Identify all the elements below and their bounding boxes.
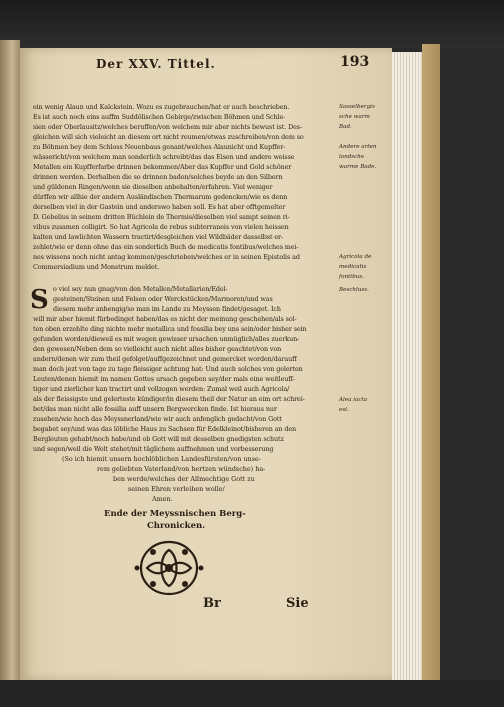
body-line: man doch jezt von tage zu tage fleissiger achtung hat: Und auch solches von gelerten bbox=[33, 365, 303, 373]
body-line: kalten und lawlichten Wassern tractirt/desgleichen viel Wildbäder dasselbst er- bbox=[33, 233, 284, 241]
margin-note: Alea iacta bbox=[339, 397, 368, 403]
margin-note: Beschluss. bbox=[339, 287, 369, 293]
margin-note: sche warm bbox=[339, 114, 370, 120]
body-line: derselben viel in der Gastein und anderswo haben soll. Es hat aber offtgemelter bbox=[33, 203, 286, 211]
body-line: gesteinen/Steinen und Felsen oder Werckstücken/Marmoren/und was bbox=[53, 295, 273, 303]
body-line: Leuten/denen hiemit im namen Gottes ursach gegeben sey/der mals eine weitleuff- bbox=[33, 375, 295, 383]
page-edges bbox=[392, 52, 422, 684]
margin-note: warme Bade. bbox=[339, 164, 377, 170]
closing-line: Amen. bbox=[152, 495, 173, 503]
body-line: Bergleuten gehabt/noch habe/und ob Gott will mit desselben gnedigsten schutz bbox=[33, 435, 284, 443]
body-line: diesem mehr anhengig/so man im Lande zu Meyssen findet/gesaget. Ich bbox=[53, 305, 281, 313]
margin-note: fontibus. bbox=[339, 274, 364, 280]
book-cover-edge bbox=[422, 44, 440, 684]
closing-line: ben werde/welches der Allmechtige Gott zu bbox=[113, 475, 255, 483]
running-header: Der XXV. Tittel. bbox=[96, 57, 216, 71]
margin-note: Andere arten bbox=[339, 144, 377, 150]
body-line: andern/denen wir zum theil gefolget/auffgezeichnet und gemercket worden/darauff bbox=[33, 355, 297, 363]
body-line: tiger und zierlicher kan tractirt und vollzogen werden: Zumal weil auch Agricola/ bbox=[33, 385, 290, 393]
body-line: D. Gebelius in seinem dritten Büchlein de Thermis/dieselben viel sampt seinen ri- bbox=[33, 213, 290, 221]
body-line: gleichen will sich vieleicht an diesem ort nicht reumen/etwas zuschreiben/von dem so bbox=[33, 133, 304, 141]
margin-note: Bad. bbox=[339, 124, 352, 130]
body-line: begabet sey/und was das löbliche Haus zu Sachsen für Edelkleinot/bisheren an den bbox=[33, 425, 297, 433]
left-page-edge bbox=[0, 40, 20, 680]
body-line: vibus zusamen colligirt. So hat Agricola de rebus subterraneis von vielen heissen bbox=[33, 223, 289, 231]
body-line: dürffen wir allhie der andern Ausländischen Thermarum gedencken/wie es denn bbox=[33, 193, 288, 201]
body-line: und güldenen Ringen/wenn sie dieselben anbehalten/erfahren. Viel weniger bbox=[33, 183, 273, 191]
body-line: wässericht/von welchem man sonderlich schreibt/das das Eisen und andere weisse bbox=[33, 153, 295, 161]
catchword-right: Sie bbox=[286, 596, 309, 611]
margin-note: landsche bbox=[339, 154, 365, 160]
body-line: und segen/weil die Welt stehet/mit täglichem auffnehmen und vorbesserung bbox=[33, 445, 274, 453]
page-number: 193 bbox=[340, 54, 370, 70]
body-line: will mir aber hiemit fürbedinget haben/das es nicht der meinung geschehen/als sol- bbox=[33, 315, 297, 323]
body-line: drinnen werden. Derhalben die so drinnen baden/solches beyde an den Silbern bbox=[33, 173, 283, 181]
margin-note: Sasselbergis bbox=[339, 104, 375, 110]
drop-initial: S bbox=[30, 285, 49, 315]
body-line: bet/das man nicht alle fossilia auff unsern Bergwercken finde. Ist hieraus nur bbox=[33, 405, 277, 413]
body-line: Commersiadium und Monstrum meldet. bbox=[33, 263, 160, 271]
body-line: zu Böhmen bey dem Schloss Neuenbaus genant/welches Alaunicht und Kupffer- bbox=[33, 143, 286, 151]
catchword-left: Br bbox=[203, 596, 221, 611]
body-line: als der fleissigste und gelerteste kündiger/in diesem theil der Natur an eim ort schrei- bbox=[33, 395, 305, 403]
body-line: nes wissens noch nicht antag kommen/geschrieben/welches er in seinen Epistolis ad bbox=[33, 253, 300, 261]
closing-line: (So ich hiemit unsern hochlöblichen Landesfürsten/von unse- bbox=[62, 455, 261, 463]
body-line: o viel sey nun gnug/von den Metallen/Metallarien/Edel- bbox=[53, 285, 228, 293]
background-top bbox=[0, 0, 504, 48]
end-title-line-1: Ende der Meyssnischen Berg- bbox=[104, 509, 246, 519]
body-line: zehlet/wie er denn ohne das ein sonderlich Buch de medicatis fontibus/welches mei- bbox=[33, 243, 299, 251]
margin-note: medicatis bbox=[339, 264, 367, 270]
margin-note: Agricola de bbox=[339, 254, 372, 260]
body-line: zusehen/wie hoch das Meyssnerland/wie wir auch anfenglich gedacht/von Gott bbox=[33, 415, 282, 423]
body-line: den gewesen/Neben dem so vielleicht auch nicht alles bisher geachtet/von von bbox=[33, 345, 282, 353]
body-line: ein wenig Alaun und Kalckstein. Wozu es zugebrauchen/hat er auch beschrieben. bbox=[33, 103, 290, 111]
body-line: Es ist auch noch eins auffm Suddölischen Gebirge/zwischen Böhmen und Schle- bbox=[33, 113, 286, 121]
end-title-line-2: Chronicken. bbox=[147, 521, 206, 531]
background-bottom bbox=[0, 680, 504, 707]
closing-line: seinen Ehren verleihen wolle/ bbox=[128, 485, 225, 493]
body-line: gefunden worden/dieweil es mit wegen gewisser ursachen unmüglich/alles zuerkun- bbox=[33, 335, 300, 343]
body-line: Metallen ein Kupfferfarbe drinnen bekommen/Aber das Kupffer und Gold schöner bbox=[33, 163, 292, 171]
floral-ornament-icon bbox=[133, 538, 205, 598]
body-line: ten oben erzehlte ding nichte mehr metallica und fossilia bey uns sein/oder bisher sein bbox=[33, 325, 307, 333]
margin-note: est. bbox=[339, 407, 350, 413]
body-line: sien oder Oberlausitz/welches beruffen/von welchem mir aber nichts bewust ist. Des- bbox=[33, 123, 303, 131]
closing-line: rem geliebten Vaterland/von hertzen wündsche) ha- bbox=[97, 465, 266, 473]
